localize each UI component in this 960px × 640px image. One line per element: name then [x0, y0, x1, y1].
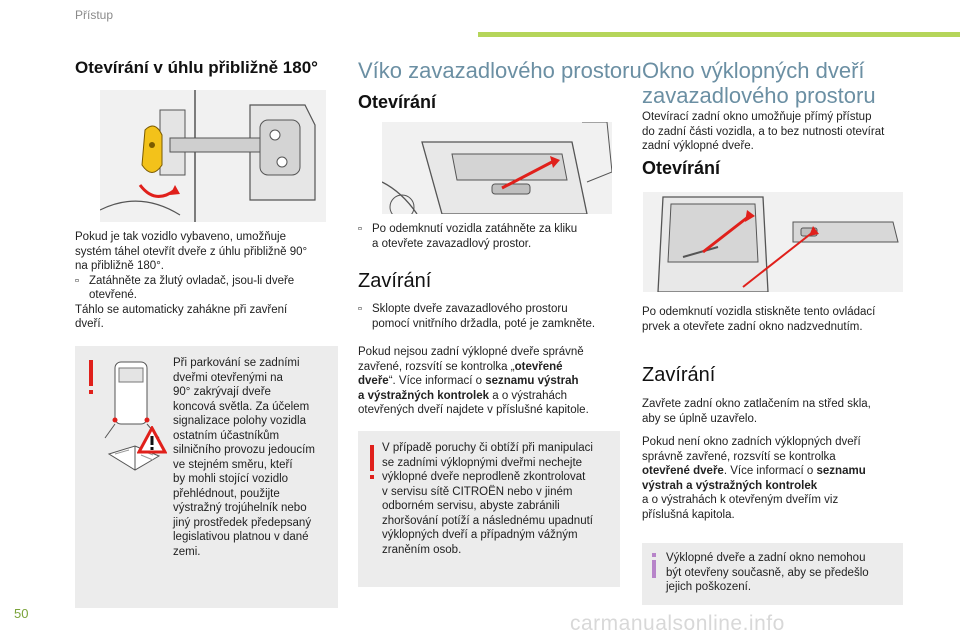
page-number: 50 [14, 606, 29, 621]
col3-para-line: výstrah a výstražných kontrolek [642, 479, 818, 492]
warning-line: Při parkování se zadními [173, 357, 300, 369]
warning-line: se zadními výklopnými dveřmi nechejte [382, 456, 583, 469]
col2-close-title: Zavírání [358, 270, 432, 292]
col2-warning-box [358, 431, 620, 587]
info-line: být otevřeny současně, aby se předešlo [666, 566, 869, 579]
bullet-marker-icon: ▫ [358, 223, 363, 235]
col1-after-line: dveří. [75, 318, 104, 330]
col1-para-line: systém táhel otevřít dveře z úhlu přibližně 90° [75, 245, 308, 258]
info-line: Výklopné dveře a zadní okno nemohou [666, 552, 866, 564]
col2-open-line: Po odemknutí vozidla zatáhněte za kliku [372, 223, 578, 235]
col1-para-line: Pokud je tak vozidlo vybaveno, umožňuje [75, 231, 286, 243]
col3-info-text [666, 551, 898, 595]
col2-para-line: Pokud nejsou zadní výklopné dveře správně [358, 346, 584, 358]
col3-intro-line: do zadní části vozidla, a to bez nutnosti otevírat [642, 125, 885, 138]
col3-para-line: a o výstrahách k otevřeným dveřím viz [642, 494, 839, 506]
col3-title [642, 58, 876, 108]
warning-line: 90° zakrývají dveře [173, 386, 271, 398]
warning-line: legislativou platnou v dané [173, 531, 309, 543]
warning-triangle-icon [137, 426, 167, 454]
col3-open-line: prvek a otevřete zadní okno nadzvednutím. [642, 320, 863, 333]
col3-para-line: otevřené dveře. Více informací o seznamu [642, 465, 866, 477]
warning-exclamation-icon [370, 445, 374, 471]
col1-title: Otevírání v úhlu přibližně 180° [75, 58, 318, 77]
col3-open-text [642, 305, 912, 334]
warning-line: jiný prostředek předepsaný [173, 516, 312, 529]
col3-close-line: Zavřete zadní okno zatlačením na střed skla, [642, 398, 871, 410]
col1-bullet-line: Zatáhněte za žlutý ovladač, jsou-li dveře [89, 274, 295, 287]
col3-intro-line: Otevírací zadní okno umožňuje přímý přístup [642, 111, 872, 123]
col1-bullet [75, 274, 340, 303]
col3-paragraph [642, 435, 912, 522]
col3-open-line: Po odemknutí vozidla stiskněte tento ovládací [642, 306, 876, 318]
bullet-marker-icon: ▫ [75, 274, 80, 287]
warning-line: zhoršování potíží a následnému upadnutí [382, 514, 593, 527]
warning-line: ve stejném směru, kteří [173, 458, 293, 471]
col3-title-line: Okno výklopných dveří [642, 58, 865, 83]
col2-para-line: dveře“. Více informací o seznamu výstrah [358, 375, 579, 387]
col3-close-text [642, 397, 912, 426]
warning-line: výklopných dveří a případným vážným [382, 529, 578, 541]
warning-line: ostatním účastníkům [173, 429, 280, 442]
warning-exclamation-dot [89, 390, 93, 394]
warning-line: dveřmi otevřenými na [173, 371, 283, 384]
section-accent-bar [478, 32, 960, 37]
col1-warning-box [75, 346, 338, 608]
door-check-illustration [100, 90, 326, 222]
col1-bullet-line: otevřené. [89, 289, 137, 301]
col2-para-line: a výstražných kontrolek a o výstrahách [358, 389, 568, 402]
col3-open-title: Otevírání [642, 158, 721, 178]
col3-info-box [642, 543, 903, 605]
info-i-dot [652, 553, 656, 557]
warning-line: odborném servisu, abyste zabránili [382, 500, 560, 512]
col2-open-bullet [358, 222, 620, 251]
col3-close-title: Zavírání [642, 364, 716, 386]
col3-intro [642, 110, 912, 154]
col2-open-title: Otevírání [358, 92, 437, 112]
warning-line: výstražný trojúhelník nebo [173, 502, 307, 514]
col1-warning-text [173, 356, 333, 559]
warning-exclamation-icon [89, 360, 93, 386]
col1-para-line: na přibližně 180°. [75, 260, 164, 272]
warning-line: zemi. [173, 545, 201, 558]
warning-exclamation-dot [370, 475, 374, 479]
bullet-marker-icon: ▫ [358, 303, 363, 315]
parked-van-illustration [101, 358, 167, 488]
col3-title-line: zavazadlového prostoru [642, 83, 876, 108]
warning-line: by mohli stojící vozidlo [173, 473, 289, 485]
parked-van-icon [101, 358, 167, 488]
rear-window-icon [643, 192, 903, 292]
warning-line: zraněním osob. [382, 543, 462, 556]
watermark: carmanualsonline.info [570, 612, 785, 635]
warning-line: V případě poruchy či obtíží při manipulaci [382, 442, 593, 454]
col2-title: Víko zavazadlového prostoru [358, 58, 642, 83]
col3-close-line: aby se úplně uzavřelo. [642, 412, 758, 425]
col3-para-line: správně zavřené, rozsvítí se kontrolka [642, 450, 836, 463]
col1-after-line: Táhlo se automaticky zahákne při zavření [75, 303, 288, 316]
col2-close-bullet [358, 302, 620, 331]
col2-open-line: a otevřete zavazadlový prostor. [372, 237, 532, 250]
warning-line: v servisu sítě CITROËN nebo v jiném [382, 485, 573, 498]
warning-line: signalizace polohy vozidla [173, 415, 306, 427]
warning-line: koncová světla. Za účelem [173, 400, 310, 413]
trunk-handle-icon [382, 122, 612, 214]
col1-paragraph [75, 230, 340, 332]
col2-close-line: Sklopte dveře zavazadlového prostoru [372, 303, 568, 315]
col2-para-line: zavřené, rozsvítí se kontrolka „otevřené [358, 360, 563, 373]
col2-close-line: pomocí vnitřního držadla, poté je zamkněte. [372, 317, 596, 330]
info-icon [652, 560, 656, 578]
section-label: Přístup [75, 8, 114, 22]
col2-warning-text [382, 441, 616, 557]
door-hinge-icon [100, 90, 326, 222]
info-line: jejich poškození. [666, 581, 752, 593]
rear-window-illustration [643, 192, 903, 292]
col3-para-line: Pokud není okno zadních výklopných dveří [642, 436, 861, 448]
col2-para-line: otevřených dveří najdete v příslušné kapitole. [358, 404, 589, 416]
col3-intro-line: zadní výklopné dveře. [642, 140, 754, 152]
warning-line: přehlédnout, použijte [173, 487, 280, 500]
warning-triangle-illustration [137, 426, 167, 459]
col2-paragraph [358, 345, 620, 418]
warning-line: silničního provozu jedoucím [173, 444, 315, 456]
col3-para-line: příslušná kapitola. [642, 508, 735, 521]
warning-line: výklopné dveře neprodleně zkontrolovat [382, 471, 586, 483]
trunk-handle-illustration [382, 122, 612, 214]
